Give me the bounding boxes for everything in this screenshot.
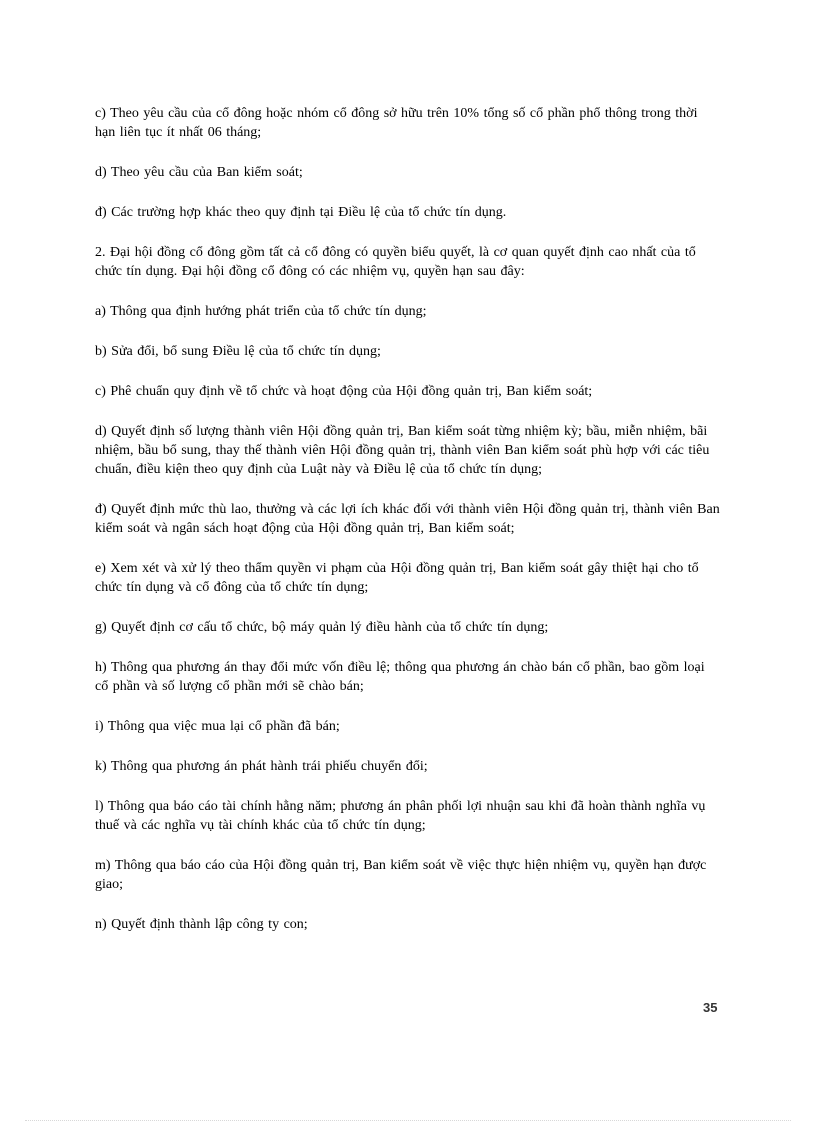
paragraph-l-financial-statements: l) Thông qua báo cáo tài chính hằng năm; phương án phân phối lợi nhuận sau khi đã hoàn thành nghĩa vụ thuế và các nghĩa vụ tài chính khác của tổ chức tín dụng; <box>95 799 706 833</box>
paragraph-c-approve-regulations: c) Phê chuẩn quy định về tổ chức và hoạt động của Hội đồng quản trị, Ban kiểm soát; <box>95 384 593 399</box>
paragraph-g-organizational-structure: g) Quyết định cơ cấu tổ chức, bộ máy quản lý điều hành của tổ chức tín dụng; <box>95 620 549 635</box>
paragraph-n-subsidiaries: n) Quyết định thành lập công ty con; <box>95 917 308 932</box>
paragraph-c-shareholder-request: c) Theo yêu cầu của cổ đông hoặc nhóm cổ đông sở hữu trên 10% tổng số cổ phần phổ thông trong thời hạn liên tục ít nhất 06 tháng; <box>95 106 698 140</box>
paragraph-k-convertible-bonds: k) Thông qua phương án phát hành trái phiếu chuyển đổi; <box>95 759 428 774</box>
document-body <box>95 104 720 955</box>
paragraph-2-general-meeting: 2. Đại hội đồng cổ đông gồm tất cả cổ đông có quyền biểu quyết, là cơ quan quyết định cao nhất của tổ chức tín dụng. Đại hội đồng cổ đông có các nhiệm vụ, quyền hạn sau đây: <box>95 245 696 279</box>
paragraph-dd-other-cases: đ) Các trường hợp khác theo quy định tại Điều lệ của tổ chức tín dụng. <box>95 205 507 220</box>
page-bottom-divider <box>25 1120 791 1121</box>
paragraph-m-board-reports: m) Thông qua báo cáo của Hội đồng quản trị, Ban kiểm soát về việc thực hiện nhiệm vụ, quyền hạn được giao; <box>95 858 707 892</box>
paragraph-i-share-buyback: i) Thông qua việc mua lại cổ phần đã bán; <box>95 719 340 734</box>
paragraph-h-charter-capital: h) Thông qua phương án thay đổi mức vốn điều lệ; thông qua phương án chào bán cổ phần, bao gồm loại cổ phần và số lượng cổ phần mới sẽ chào bán; <box>95 660 705 694</box>
paragraph-a-development-orientation: a) Thông qua định hướng phát triển của tổ chức tín dụng; <box>95 304 427 319</box>
paragraph-e-violations: e) Xem xét và xử lý theo thẩm quyền vi phạm của Hội đồng quản trị, Ban kiểm soát gây thiệt hại cho tổ chức tín dụng và cổ đông của tổ chức tín dụng; <box>95 561 699 595</box>
paragraph-b-charter-amendment: b) Sửa đổi, bổ sung Điều lệ của tổ chức tín dụng; <box>95 344 381 359</box>
paragraph-d-board-members: d) Quyết định số lượng thành viên Hội đồng quản trị, Ban kiểm soát từng nhiệm kỳ; bầu, miễn nhiệm, bãi nhiệm, bầu bổ sung, thay thế thành viên Hội đồng quản trị, thành viên Ban kiểm soát phù hợp với các tiêu chuẩn, điều kiện theo quy định của Luật này và Điều lệ của tổ chức tín dụng; <box>95 424 710 477</box>
page-number: 35 <box>703 1000 718 1015</box>
paragraph-d-supervisory-board-request: d) Theo yêu cầu của Ban kiểm soát; <box>95 165 303 180</box>
paragraph-dd-remuneration: đ) Quyết định mức thù lao, thưởng và các lợi ích khác đối với thành viên Hội đồng quản trị, thành viên Ban kiểm soát và ngân sách hoạt động của Hội đồng quản trị, Ban kiểm soát; <box>95 502 720 536</box>
